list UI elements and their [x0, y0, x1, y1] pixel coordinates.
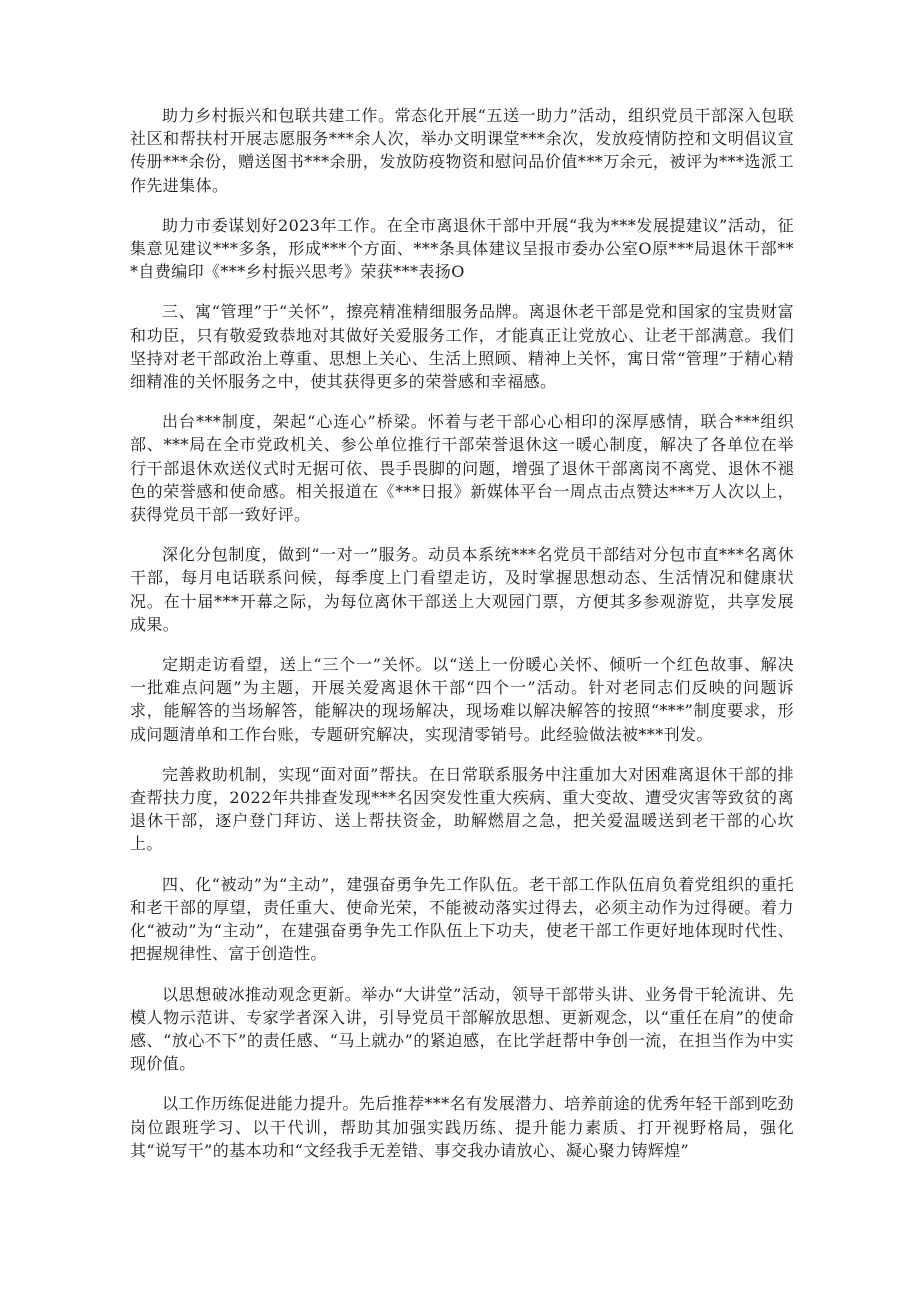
paragraph-municipal-planning: 助力市委谋划好2023年工作。在全市离退休干部中开展“我为***发展提建议”活动，征集意见建议***多条，形成***个方面、***条具体建议呈报市委办公室O原***局退休干部***自费编印《***乡村振兴思考》荣获***表扬O — [130, 215, 794, 282]
paragraph-relief-mechanism: 完善救助机制，实现“面对面”帮扶。在日常联系服务中注重加大对困难离退休干部的排查帮扶力度，2022年共排查发现***名因突发性重大疾病、重大变故、遭受灾害等致贫的离退休干部，逐户登门拜访、送上帮扶资金，助解燃眉之急，把关爱温暖送到老干部的心坎上。 — [130, 764, 794, 854]
paragraph-regular-visits: 定期走访看望，送上“三个一”关怀。以“送上一份暖心关怀、倾听一个红色故事、解决一批难点问题”为主题，开展关爱离退休干部“四个一”活动。针对老同志们反映的问题诉求，能解答的当场解答，能解决的现场解决，现场难以解决解答的按照“***”制度要求，形成问题清单和工作台账，专题研究解决，实现清零销号。此经验做法被***刊发。 — [130, 655, 794, 744]
paragraph-heart-bridge: 出台***制度，架起“心连心”桥梁。怀着与老干部心心相印的深厚感情，联合***组织部、***局在全市党政机关、参公单位推行干部荣誉退休这一暖心制度，解决了各单位在举行干部退休欢送仪式时无据可依、畏手畏脚的问题，增强了退休干部离岗不离党、退休不褪色的荣誉感和使命感。相关报道在《***日报》新媒体平台一周点击点赞达***万人次以上，获得党员干部一致好评。 — [130, 412, 794, 525]
document-body — [130, 104, 794, 1162]
paragraph-section-four-heading: 四、化“被动”为“主动”，建强奋勇争先工作队伍。老干部工作队伍肩负着党组织的重托和老干部的厚望，责任重大、使命光荣，不能被动落实过得去，必须主动作为过得硬。着力化“被动”为“主动”，在建强奋勇争先工作队伍上下功夫，使老干部工作更好地体现时代性、把握规律性、富于创造性。 — [130, 874, 794, 964]
paragraph-ability-improvement: 以工作历练促进能力提升。先后推荐***名有发展潜力、培养前途的优秀年轻干部到吃劲岗位跟班学习、以干代训，帮助其加强实践历练、提升能力素质、打开视野格局，强化其“说写干”的基本功和“文经我手无差错、事交我办请放心、凝心聚力铸辉煌” — [130, 1094, 795, 1160]
paragraph-section-three-heading: 三、寓“管理”于“关怀”，擦亮精准精细服务品牌。离退休老干部是党和国家的宝贵财富和功臣，只有敬爱致恭地对其做好关爱服务工作，才能真正让党放心、让老干部满意。我们坚持对老干部政治上尊重、思想上关心、生活上照顾、精神上关怀，寓日常“管理”于精心精细精准的关怀服务之中，使其获得更多的荣誉感和幸福感。 — [130, 302, 794, 392]
paragraph-ideological-renewal: 以思想破冰推动观念更新。举办“大讲堂”活动，领导干部带头讲、业务骨干轮流讲、先模人物示范讲、专家学者深入讲，引导党员干部解放思想、更新观念，以“重任在肩”的使命感、“放心不下”的责任感、“马上就办”的紧迫感，在比学赶帮中争创一流，在担当作为中实现价值。 — [130, 984, 794, 1074]
paragraph-rural-revitalization: 助力乡村振兴和包联共建工作。常态化开展“五送一助力”活动，组织党员干部深入包联社区和帮扶村开展志愿服务***余人次，举办文明课堂***余次，发放疫情防控和文明倡议宣传册***余份，赠送图书***余册，发放防疫物资和慰问品价值***万余元，被评为***选派工作先进集体。 — [130, 106, 794, 195]
paragraph-one-to-one-service: 深化分包制度，做到“一对一”服务。动员本系统***名党员干部结对分包市直***名离休干部，每月电话联系问候，每季度上门看望走访，及时掌握思想动态、生活情况和健康状况。在十届***开幕之际，为每位离休干部送上大观园门票，方便其多参观游览，共享发展成果。 — [130, 545, 794, 634]
